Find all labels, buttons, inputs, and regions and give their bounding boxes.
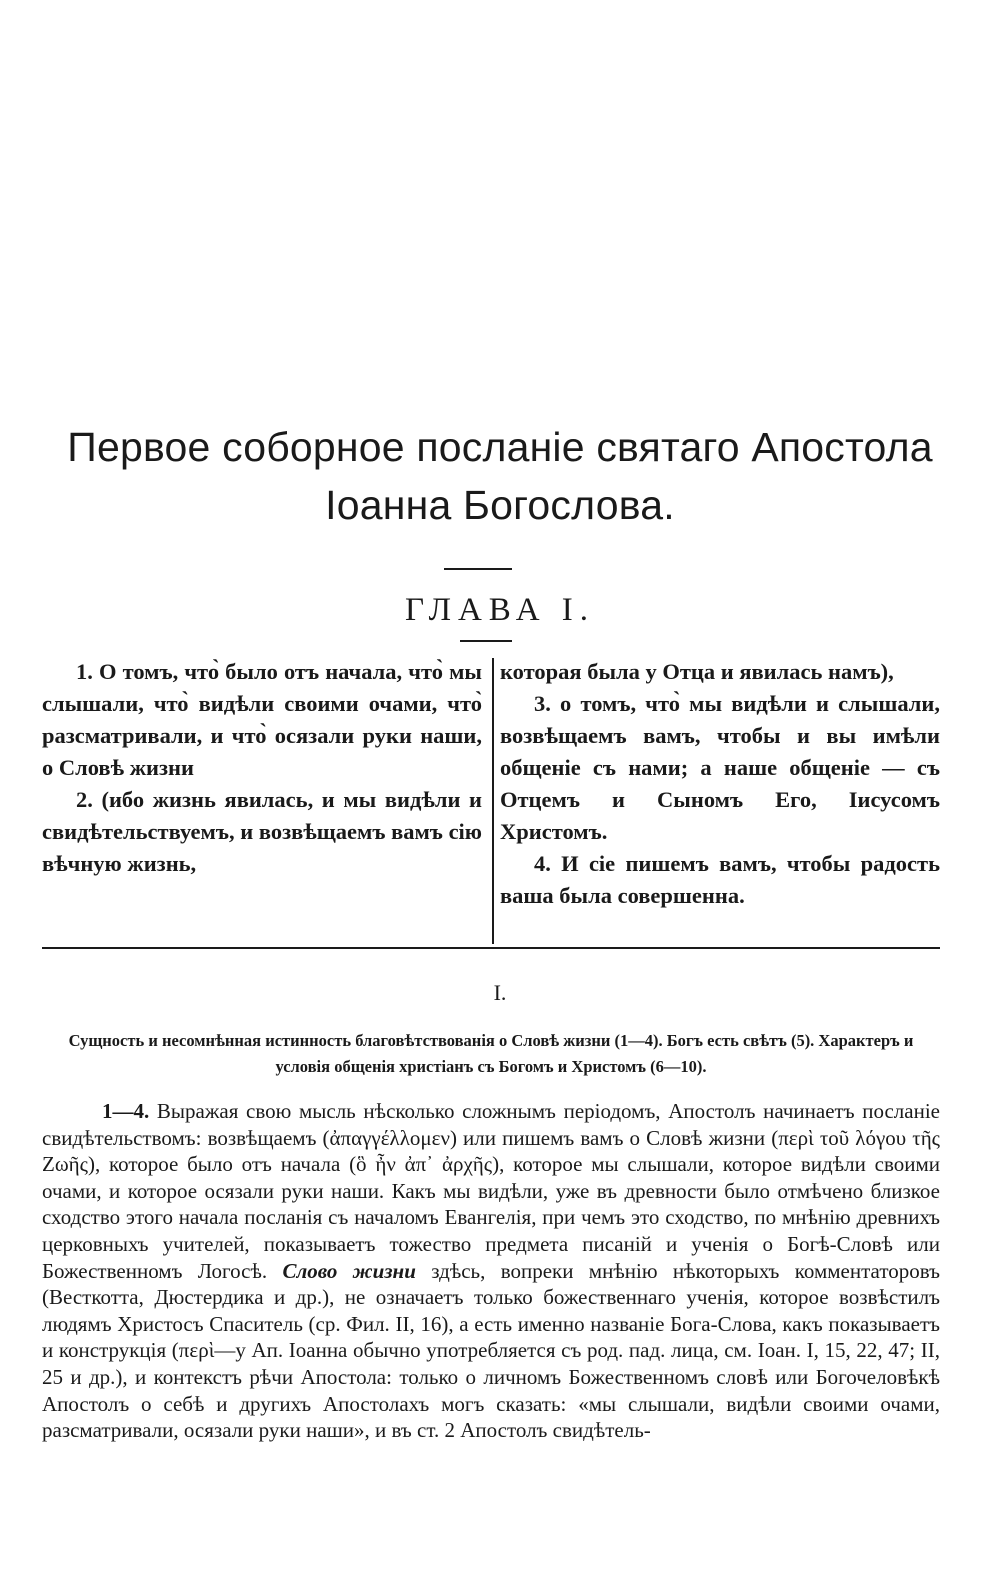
book-title-line-1: Первое соборное посланіе святаго Апостола: [67, 424, 933, 470]
chapter-divider-rule: [460, 640, 512, 642]
verse-2-continued: которая была у Отца и явилась намъ),: [500, 659, 894, 684]
verse-2: 2. (ибо жизнь явилась, и мы видѣли и свидѣтельствуемъ, и возвѣщаемъ вамъ сію вѣчную жизнь,: [42, 787, 482, 876]
commentary-term: Слово жизни: [282, 1258, 416, 1283]
verse-4: 4. И сіе пишемъ вамъ, чтобы радость ваша была совершенна.: [500, 851, 940, 908]
section-summary: Сущность и несомнѣнная истинность благовѣтствованія о Словѣ жизни (1—4). Богъ есть свѣтъ (5). Характеръ и условія общенія христіанъ съ Богомъ и Христомъ (6—10).: [68, 1031, 914, 1076]
verse-1: 1. О томъ, что̀ было отъ начала, что̀ мы слышали, что̀ видѣли своими очами, что̀ разсматривали, и что̀ осязали руки наши, о Словѣ жизни: [42, 659, 482, 780]
book-title-line-2: Іоанна Богослова.: [325, 482, 675, 528]
commentary-text-a: Выражая свою мысль нѣсколько сложнымъ періодомъ, Апостолъ начинаетъ посланіе свидѣтельствомъ: возвѣщаемъ (ἀπαγγέλλομεν) или пишемъ вамъ о Словѣ жизни (περὶ τοῦ λόγου τῆς Ζωῆς), которое было отъ начала (ὃ ἦν ἀπ᾿ ἀρχῆς), которое мы слышали, которое видѣли своими очами, и которое осязали руки наши. Какъ мы видѣли, уже въ древности было отмѣчено близкое сходство этого начала посланія съ началомъ Евангелія, при чемъ это сходство, по мнѣнію древнихъ церковныхъ учителей, показываетъ тожество предмета писаній и ученія о Богѣ-Словѣ или Божественномъ Логосѣ.: [42, 1099, 940, 1283]
scripture-right-column: [500, 656, 940, 912]
title-divider-rule: [444, 568, 512, 570]
book-title: [0, 418, 1000, 534]
section-numeral: I.: [493, 980, 507, 1005]
scripture-text-block: [42, 656, 940, 946]
column-divider: [492, 658, 494, 944]
commentary-text-b: здѣсь, вопреки мнѣнію нѣкоторыхъ комментаторовъ (Весткотта, Дюстердика и др.), не означаетъ только божественнаго ученія, которое возвѣстилъ людямъ Христосъ Спаситель (ср. Фил. II, 16), а есть именно названіе Бога-Слова, какъ показываетъ и конструкція (περὶ—у Ап. Іоанна обычно употребляется съ род. пад. лица, см. Іоан. I, 15, 22, 47; II, 25 и др.), и контекстъ рѣчи Апостола: только о личномъ Божественномъ словѣ или Богочеловѣкѣ Апостолъ о себѣ и другихъ Апостолахъ могъ сказать: «мы слышали, видѣли своими очами, разсматривали, осязали руки наши», и въ ст. 2 Апостолъ свидѣтель-: [42, 1258, 940, 1443]
commentary-verse-ref: 1—4.: [102, 1099, 150, 1123]
scripture-left-column: [42, 656, 482, 880]
commentary-paragraph: [42, 1098, 940, 1444]
scripture-bottom-rule: [42, 947, 940, 949]
verse-3: 3. о томъ, что̀ мы видѣли и слышали, возвѣщаемъ вамъ, чтобы и вы имѣли общеніе съ нами; а наше общеніе — съ Отцемъ и Сыномъ Его, Іисусомъ Христомъ.: [500, 691, 940, 844]
chapter-heading: ГЛАВА I.: [404, 592, 596, 628]
